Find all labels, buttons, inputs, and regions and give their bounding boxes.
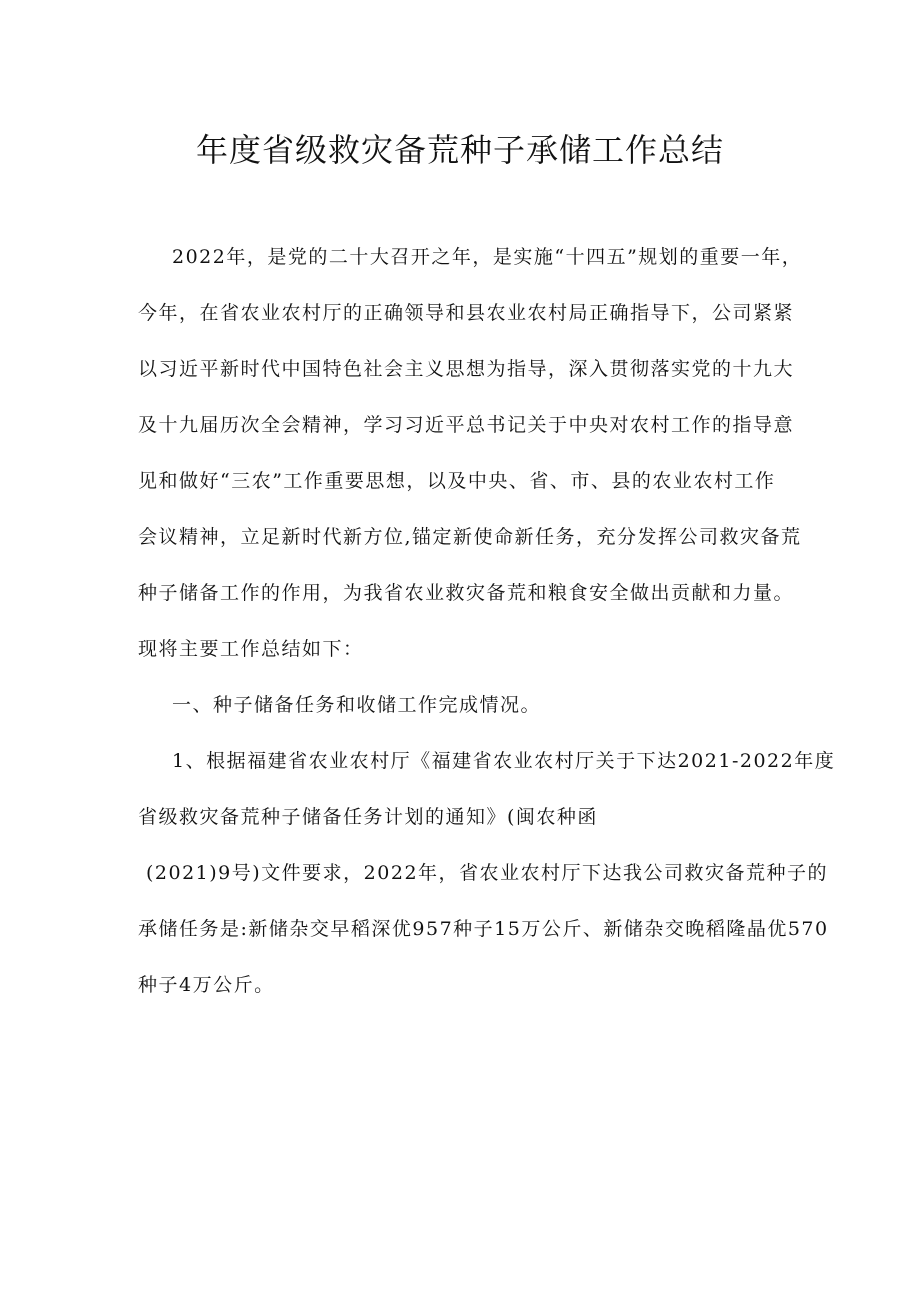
paragraph-line: 今年，在省农业农村厅的正确领导和县农业农村局正确指导下，公司紧紧 (138, 302, 795, 324)
paragraph-line: 省级救灾备荒种子储备任务计划的通知》(闽农种函 (138, 806, 598, 828)
document-title: 年度省级救灾备荒种子承储工作总结 (195, 131, 724, 169)
paragraph-line: 种子储备工作的作用，为我省农业救灾备荒和粮食安全做出贡献和力量。 (138, 582, 795, 604)
paragraph-line: 1、根据福建省农业农村厅《福建省农业农村厅关于下达2021-2022年度 (172, 750, 836, 772)
paragraph-line: (2021)9号)文件要求，2022年，省农业农村厅下达我公司救灾备荒种子的 (146, 862, 829, 884)
paragraph-line: 承储任务是:新储杂交早稻深优957种子15万公斤、新储杂交晚稻隆晶优570 (138, 918, 829, 940)
paragraph-line: 现将主要工作总结如下： (138, 638, 364, 660)
paragraph-line: 及十九届历次全会精神，学习习近平总书记关于中央对农村工作的指导意 (138, 414, 795, 436)
paragraph-line: 2022年，是党的二十大召开之年，是实施“十四五”规划的重要一年， (172, 246, 803, 268)
section-heading: 一、种子储备任务和收储工作完成情况。 (172, 694, 542, 716)
paragraph-line: 见和做好“三农”工作重要思想，以及中央、省、市、县的农业农村工作 (138, 470, 776, 492)
paragraph-line: 种子4万公斤。 (138, 974, 275, 996)
paragraph-line: 会议精神，立足新时代新方位,锚定新使命新任务，充分发挥公司救灾备荒 (138, 526, 802, 548)
paragraph-line: 以习近平新时代中国特色社会主义思想为指导，深入贯彻落实党的十九大 (138, 358, 795, 380)
